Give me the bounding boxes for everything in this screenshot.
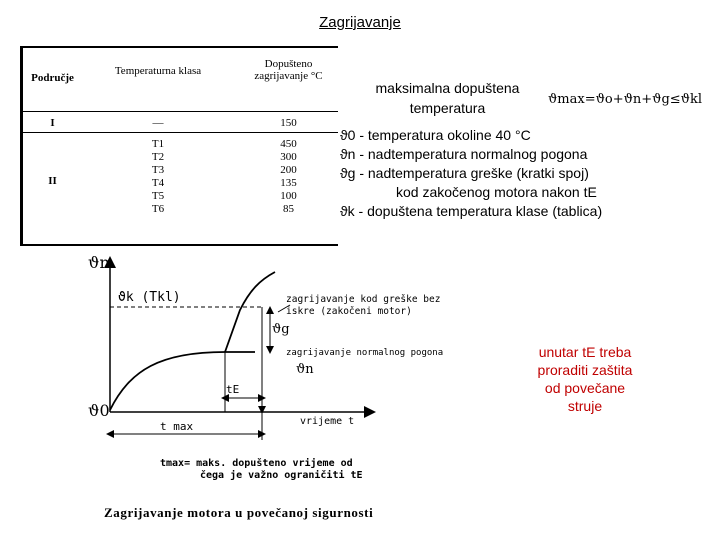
- row-I-area: I: [50, 117, 55, 129]
- warning-line2: proraditi zaštita: [537, 362, 633, 378]
- symbol-descriptions: [340, 126, 710, 221]
- class-cell: T5: [151, 190, 165, 202]
- desc-theta-g-cont: kod zakočenog motora nakon tE: [396, 184, 597, 200]
- row-II-classes: [98, 138, 218, 216]
- formula-label: [355, 78, 540, 118]
- class-cell: T3: [151, 164, 165, 176]
- desc-theta-k: ϑk - dopuštena temperatura klase (tablica): [340, 203, 603, 219]
- max-temperature-formula: ϑmax=ϑo+ϑn+ϑg≤ϑkl: [548, 92, 703, 107]
- temperature-class-table: [20, 46, 338, 246]
- origin-label: ϑ0: [88, 401, 110, 420]
- tmax-note-line2: čega je važno ograničiti tE: [200, 470, 363, 481]
- fault-label-line2: iskre (zakočeni motor): [286, 306, 412, 317]
- tE-label: tE: [226, 383, 240, 396]
- value-cell: 135: [280, 177, 297, 189]
- time-label: vrijeme t: [300, 416, 355, 427]
- value-cell: 300: [280, 151, 297, 163]
- class-cell: T2: [151, 151, 165, 163]
- table-header-area: Područje: [31, 72, 74, 84]
- table-divider: [23, 111, 338, 112]
- y-axis-label: ϑn: [88, 253, 110, 272]
- value-cell: 100: [280, 190, 297, 202]
- theta-n-label: ϑn: [296, 362, 314, 377]
- theta-g-label: ϑg: [272, 322, 290, 337]
- row-I-value: 150: [280, 117, 297, 129]
- table-header-class: Temperaturna klasa: [114, 65, 202, 77]
- row-II-values: [241, 138, 336, 216]
- normal-label: zagrijavanje normalnog pogona: [286, 348, 444, 358]
- formula-label-line1: maksimalna dopuštena: [375, 80, 520, 96]
- tmax-note-line1: tmax= maks. dopušteno vrijeme od: [160, 458, 353, 469]
- desc-theta-g: ϑg - nadtemperatura greške (kratki spoj): [340, 165, 589, 181]
- tmax-label: t max: [160, 420, 194, 433]
- formula-label-line2: temperatura: [409, 100, 486, 116]
- protection-warning: [500, 343, 670, 415]
- value-cell: 85: [283, 203, 294, 215]
- class-cell: T1: [151, 138, 165, 150]
- warning-line4: struje: [567, 398, 603, 414]
- normal-heating-curve: [110, 352, 255, 410]
- class-cell: T6: [151, 203, 165, 215]
- warning-line3: od povečane: [544, 380, 626, 396]
- value-cell: 200: [280, 164, 297, 176]
- table-header-allowed: Dopušteno zagrijavanje °C: [254, 58, 323, 82]
- desc-theta-0: ϑ0 - temperatura okoline 40 °C: [340, 127, 531, 143]
- class-cell: T4: [151, 177, 165, 189]
- row-II-area: II: [48, 175, 57, 187]
- diagram-caption: Zagrijavanje motora u povečanoj sigurnosti: [104, 505, 374, 520]
- warning-line1: unutar tE treba: [538, 344, 632, 360]
- desc-theta-n: ϑn - nadtemperatura normalnog pogona: [340, 146, 588, 162]
- table-divider: [23, 132, 338, 133]
- fault-label-line1: zagrijavanje kod greške bez: [286, 294, 441, 305]
- heating-diagram: [0, 240, 470, 500]
- page-title: Zagrijavanje: [319, 14, 401, 31]
- theta-k-label: ϑk (Tkl): [118, 290, 181, 305]
- fault-heating-curve: [225, 272, 275, 352]
- row-I-class: —: [152, 117, 164, 129]
- value-cell: 450: [280, 138, 297, 150]
